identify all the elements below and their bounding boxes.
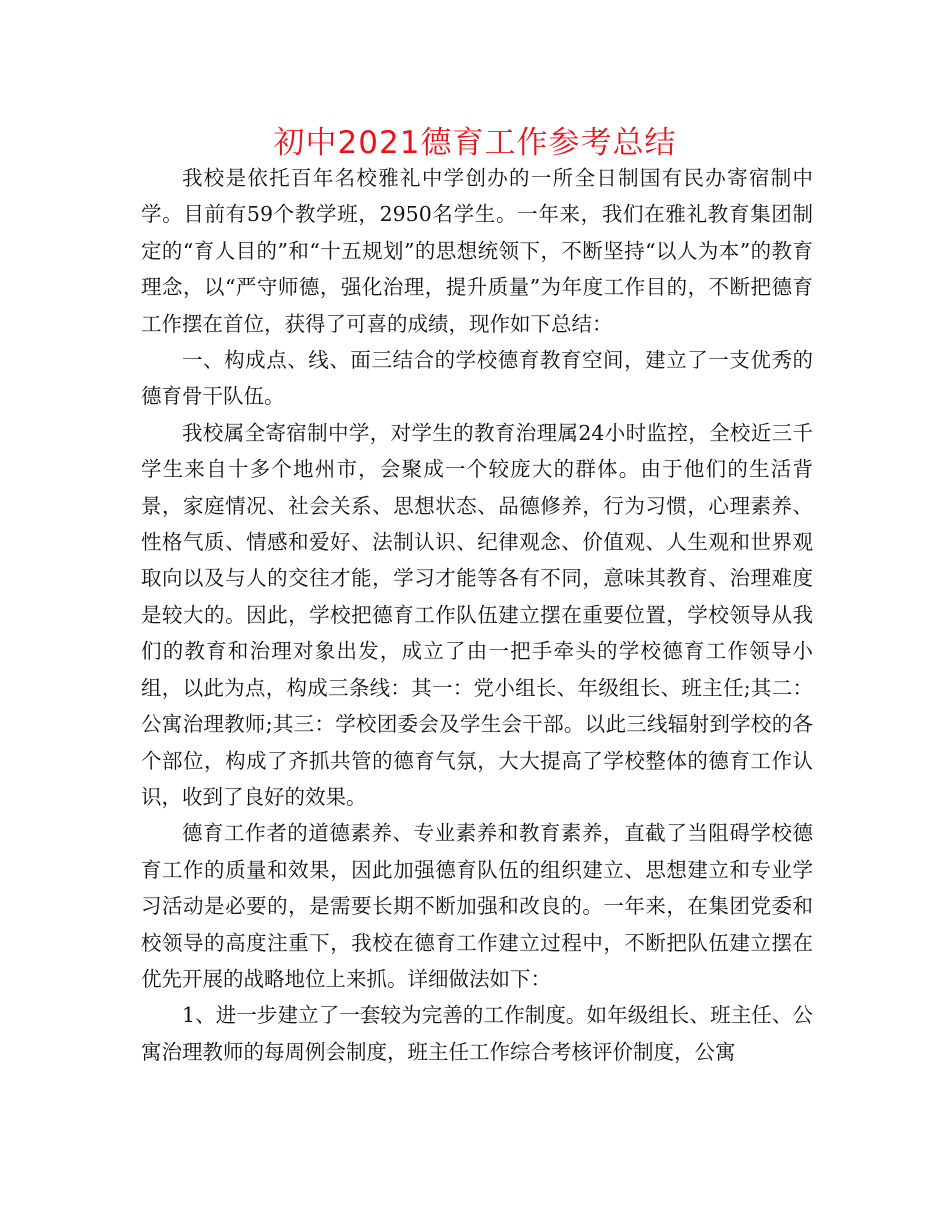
paragraph-item-1: 1、进一步建立了一套较为完善的工作制度。如年级组长、班主任、公寓治理教师的每周例会制度，班主任工作综合考核评价制度，公寓 xyxy=(141,1003,813,1064)
paragraph-team-building: 德育工作者的道德素养、专业素养和教育素养，直截了当阻碍学校德育工作的质量和效果，因此加强德育队伍的组织建立、思想建立和专业学习活动是必要的，是需要长期不断加强和改良的。一年来，在集团党委和校领导的高度注重下，我校在德育工作建立过程中，不断把队伍建立摆在优先开展的战略地位上来抓。详细做法如下： xyxy=(141,821,813,991)
paragraph-intro: 我校是依托百年名校雅礼中学创办的一所全日制国有民办寄宿制中学。目前有59个教学班，2950名学生。一年来，我们在雅礼教育集团制定的“育人目的”和“十五规划”的思想统领下，不断坚持“以人为本”的教育理念，以“严守师德，强化治理，提升质量”为年度工作目的，不断把德育工作摆在首位，获得了可喜的成绩，现作如下总结： xyxy=(141,166,813,336)
document-title: 初中2021德育工作参考总结 xyxy=(273,125,677,161)
document-body xyxy=(141,160,813,1070)
paragraph-school-background: 我校属全寄宿制中学，对学生的教育治理属24小时监控，全校近三千学生来自十多个地州市，会聚成一个较庞大的群体。由于他们的生活背景，家庭情况、社会关系、思想状态、品德修养，行为习惯，心理素养、性格气质、情感和爱好、法制认识、纪律观念、价值观、人生观和世界观取向以及与人的交往才能，学习才能等各有不同，意味其教育、治理难度是较大的。因此，学校把德育工作队伍建立摆在重要位置，学校领导从我们的教育和治理对象出发，成立了由一把手牵头的学校德育工作领导小组，以此为点，构成三条线：其一：党小组长、年级组长、班主任;其二：公寓治理教师;其三：学校团委会及学生会干部。以此三线辐射到学校的各个部位，构成了齐抓共管的德育气氛，大大提高了学校整体的德育工作认识，收到了良好的效果。 xyxy=(141,420,813,809)
paragraph-section-1-heading: 一、构成点、线、面三结合的学校德育教育空间，建立了一支优秀的德育骨干队伍。 xyxy=(141,348,813,409)
